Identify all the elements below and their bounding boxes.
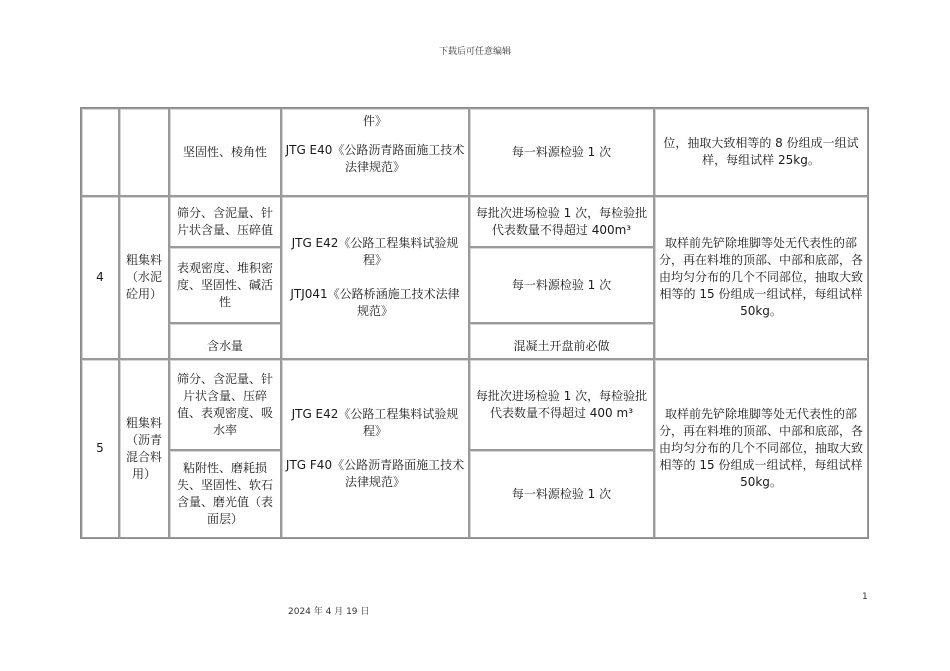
row5-item-1-cell xyxy=(169,359,281,450)
row-cont-frequency-cell xyxy=(469,108,654,196)
row-cont-name-cell xyxy=(119,108,169,196)
row4-frequency-3: 混凝土开盘前必做 xyxy=(513,339,610,353)
row5-no: 5 xyxy=(96,441,104,455)
row4-no: 4 xyxy=(96,270,104,284)
row5-no-cell xyxy=(81,359,119,538)
row4-frequency-1: 每批次进场检验 1 次，每检验批代表数量不得超过 400m³ xyxy=(475,205,648,237)
row5-item-2-cell xyxy=(169,450,281,538)
header-note: 下载后可任意编辑 xyxy=(438,47,511,57)
row5-frequency-2-cell xyxy=(469,450,654,538)
row5-name-cell xyxy=(119,359,169,538)
row-cont-spec-cell xyxy=(281,108,469,196)
row4-sampling: 取样前先铲除堆脚等处无代表性的部分，再在料堆的顶部、中部和底部，各由均匀分布的几个不同部位，抽取大致相等的 15 份组成一组试样，每组试样 50kg。 xyxy=(658,236,863,318)
row-cont-no-cell xyxy=(81,108,119,196)
footer-date: 2024 年 4 月 19 日 xyxy=(288,607,370,617)
row4-name-cell xyxy=(119,196,169,359)
row5-frequency-1: 每批次进场检验 1 次，每检验批代表数量不得超过 400 m³ xyxy=(475,388,648,420)
row4-item-3-cell xyxy=(169,323,281,359)
row5-frequency-1-cell xyxy=(469,359,654,450)
row5-frequency-2: 每一料源检验 1 次 xyxy=(511,486,612,501)
row5-item-2: 粘附性、磨耗损失、坚固性、软石含量、磨光值（表面层） xyxy=(176,461,273,526)
row4-frequency-2-cell xyxy=(469,247,654,323)
row5-spec-cell xyxy=(281,359,469,538)
row4-spec-1: JTG E42《公路工程集料试验规程》 xyxy=(291,236,459,267)
row5-sampling-cell xyxy=(654,359,868,538)
row5-sampling: 取样前先铲除堆脚等处无代表性的部分，再在料堆的顶部、中部和底部，各由均匀分布的几个不同部位，抽取大致相等的 15 份组成一组试样，每组试样 50kg。 xyxy=(658,407,863,489)
row-cont-spec-main: JTG E40《公路沥青路面施工技术法律规范》 xyxy=(285,143,465,174)
inspection-table xyxy=(80,107,869,539)
row4-spec-cell xyxy=(281,196,469,359)
page-number: 1 xyxy=(862,592,868,602)
row-cont-sampling-cell xyxy=(654,108,868,196)
row4-item-3: 含水量 xyxy=(206,339,243,353)
row4-sampling-cell xyxy=(654,196,868,359)
row4-item-2-cell xyxy=(169,247,281,323)
row4-no-cell xyxy=(81,196,119,359)
row-cont-items: 坚固性、棱角性 xyxy=(182,144,267,159)
row4-item-1-cell xyxy=(169,196,281,247)
row5-spec-2: JTG F40《公路沥青路面施工技术法律规范》 xyxy=(285,458,465,489)
row4-item-1: 筛分、含泥量、针片状含量、压碎值 xyxy=(176,205,273,237)
row4-frequency-2: 每一料源检验 1 次 xyxy=(511,277,612,292)
row5-name: 粗集料（沥青混合料用） xyxy=(125,415,162,481)
row-cont-frequency: 每一料源检验 1 次 xyxy=(511,144,612,159)
row-cont-items-cell xyxy=(169,108,281,196)
row4-spec-2: JTJ041《公路桥涵施工技术法律规范》 xyxy=(290,287,460,318)
row4-name: 粗集料（水泥砼用） xyxy=(125,253,162,301)
row4-frequency-3-cell xyxy=(469,323,654,359)
row5-item-1: 筛分、含泥量、针片状含量、压碎值、表观密度、吸水率 xyxy=(176,371,273,437)
row4-item-2: 表观密度、堆积密度、坚固性、碱活性 xyxy=(176,260,273,309)
row4-frequency-1-cell xyxy=(469,196,654,247)
row-cont-sampling: 位，抽取大致相等的 8 份组成一组试样，每组试样 25kg。 xyxy=(663,136,859,167)
row-cont-spec-top: 件》 xyxy=(362,114,387,128)
row5-spec-1: JTG E42《公路工程集料试验规程》 xyxy=(291,407,459,438)
